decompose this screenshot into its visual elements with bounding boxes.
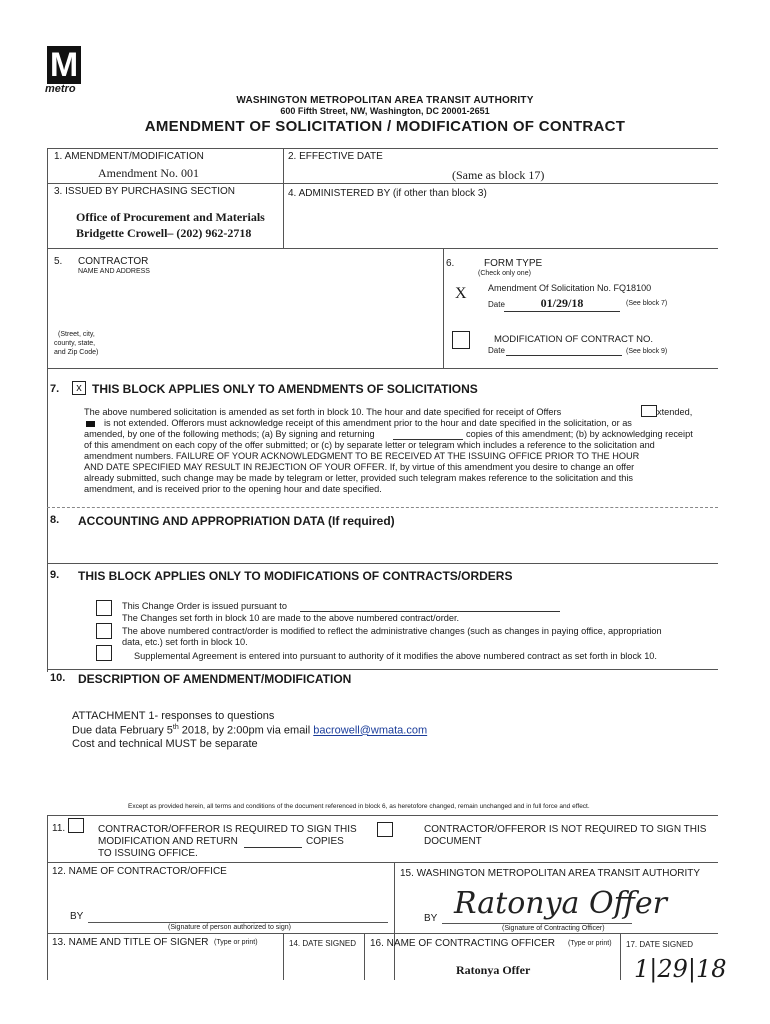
block9-title: THIS BLOCK APPLIES ONLY TO MODIFICATIONS OF CONTRACTS/ORDERS <box>78 569 513 583</box>
block11-num: 11. <box>52 823 66 834</box>
change-order-text: This Change Order is issued pursuant to <box>122 601 287 611</box>
officer-sig-hint: (Signature of Contracting Officer) <box>502 925 605 932</box>
issuing-office: Office of Procurement and Materials <box>76 210 265 224</box>
not-required-checkbox[interactable] <box>377 822 393 837</box>
required-text: TO ISSUING OFFICE. <box>98 848 198 859</box>
block5-num: 5. <box>54 256 63 267</box>
block3-label: 3. ISSUED BY PURCHASING SECTION <box>54 186 235 197</box>
date-signed-value: 1|29|18 <box>634 955 727 983</box>
block7-text: copies of this amendment; (b) by acknowledging receipt <box>466 429 693 439</box>
logo-wordmark: metro <box>45 83 76 95</box>
check-hint: (Check only one) <box>478 270 531 277</box>
due-date-text: 2018, by 2:00pm via email <box>178 724 314 737</box>
due-date-line <box>72 724 427 737</box>
contracting-officer-name: Ratonya Offer <box>456 963 531 977</box>
block7-text: is not extended. Offerors must acknowledge receipt of this amendment prior to the hour and date specified in the solicitation, or as <box>104 418 632 428</box>
block7-text: amendment, and is received prior to the opening hour and date specified. <box>84 484 382 494</box>
extended-checkbox[interactable] <box>641 405 657 417</box>
required-text: CONTRACTOR/OFFEROR IS REQUIRED TO SIGN THIS <box>98 824 357 835</box>
block7-text: xtended, <box>657 407 693 417</box>
contractor-sig-hint: (Signature of person authorized to sign) <box>168 924 291 931</box>
block7-text: The above numbered solicitation is amended as set forth in block 10. The hour and date specified for receipt of Offers <box>84 407 562 417</box>
due-date-sup: th <box>172 724 179 731</box>
admin-changes-text: The above numbered contract/order is modified to reflect the administrative changes (such as changes in paying office, appropriation <box>122 626 662 636</box>
metro-logo-icon: M <box>47 46 81 84</box>
address-hint: and Zip Code) <box>54 349 99 356</box>
supplemental-text: Supplemental Agreement is entered into pursuant to authority of it modifies the above numbered contract as set forth in block 10. <box>134 651 657 661</box>
issuing-contact: Bridgette Crowell– (202) 962-2718 <box>76 226 252 240</box>
block7-text: AND DATE SPECIFIED MAY RESULT IN REJECTION OF YOUR OFFER. If, by virtue of this amendment you desire to change an offer <box>84 462 635 472</box>
block1-label: 1. AMENDMENT/MODIFICATION <box>54 151 204 162</box>
amendment-date: 01/29/18 <box>504 296 620 312</box>
block12-label: 12. NAME OF CONTRACTOR/OFFICE <box>52 866 227 877</box>
not-required-text: DOCUMENT <box>424 836 482 847</box>
required-text: MODIFICATION AND RETURN <box>98 836 238 847</box>
block10-num: 10. <box>50 672 66 684</box>
address-hint: county, state, <box>54 340 96 347</box>
block8-title: ACCOUNTING AND APPROPRIATION DATA (If required) <box>78 514 395 528</box>
block8-num: 8. <box>50 514 60 526</box>
block4-label: 4. ADMINISTERED BY (if other than block 3) <box>288 188 487 199</box>
organization-address: 600 Fifth Street, NW, Washington, DC 20001-2651 <box>280 106 490 116</box>
block13-hint: (Type or print) <box>214 939 258 946</box>
block5-label: CONTRACTOR <box>78 256 149 267</box>
block13-label: 13. NAME AND TITLE OF SIGNER <box>52 937 209 948</box>
attachment-line: ATTACHMENT 1- responses to questions <box>72 710 275 722</box>
organization-name: WASHINGTON METROPOLITAN AREA TRANSIT AUTHORITY <box>236 95 534 106</box>
block16-label: 16. NAME OF CONTRACTING OFFICER <box>370 938 556 949</box>
block10-title: DESCRIPTION OF AMENDMENT/MODIFICATION <box>78 672 352 686</box>
contracting-officer-signature: Ratonya Offer <box>454 886 667 921</box>
not-required-text: CONTRACTOR/OFFEROR IS NOT REQUIRED TO SIGN THIS <box>424 824 707 835</box>
effective-date: (Same as block 17) <box>452 168 545 182</box>
block7-num: 7. <box>50 383 60 395</box>
block15-label: 15. WASHINGTON METROPOLITAN AREA TRANSIT AUTHORITY <box>400 868 701 879</box>
block6-num: 6. <box>446 258 455 269</box>
amendment-solicitation-label: Amendment Of Solicitation No. FQ18100 <box>488 283 652 293</box>
officer-by-label: BY <box>424 913 438 924</box>
address-hint: (Street, city, <box>58 331 95 338</box>
amendment-number: Amendment No. 001 <box>98 166 199 180</box>
terms-footnote: Except as provided herein, all terms and conditions of the document referenced in block 6, as heretofore changed, remain unchanged and in full force and effect. <box>128 803 590 810</box>
pursuant-blank[interactable] <box>300 603 560 612</box>
cost-technical-line: Cost and technical MUST be separate <box>72 738 258 750</box>
block7-title: THIS BLOCK APPLIES ONLY TO AMENDMENTS OF SOLICITATIONS <box>92 382 478 396</box>
required-to-sign-checkbox[interactable] <box>68 818 84 833</box>
required-text: COPIES <box>306 836 344 847</box>
block5-sublabel: NAME AND ADDRESS <box>78 268 150 275</box>
see-block9-hint: (See block 9) <box>626 348 668 355</box>
see-block7-hint: (See block 7) <box>626 300 668 307</box>
block14-label: 14. DATE SIGNED <box>289 939 356 948</box>
block7-text: of this amendment on each copy of the offer submitted; or (c) by separate letter or telegram which includes a reference to the solicitation and <box>84 440 655 450</box>
form-type-amendment-mark[interactable]: X <box>455 285 467 302</box>
supplemental-checkbox[interactable] <box>96 645 112 661</box>
form-title: AMENDMENT OF SOLICITATION / MODIFICATION OF CONTRACT <box>144 118 626 135</box>
block9-num: 9. <box>50 569 60 581</box>
block7-text: already submitted, such change may be made by telegram or letter, provided such telegram makes reference to the solicitation and this <box>84 473 633 483</box>
copies-blank[interactable] <box>393 431 463 440</box>
admin-changes-checkbox[interactable] <box>96 623 112 639</box>
admin-changes-text: data, etc.) set forth in block 10. <box>122 637 248 647</box>
block7-text: amended, by one of the following methods; (a) By signing and returning <box>84 429 375 439</box>
contractor-by-label: BY <box>70 911 84 922</box>
modification-date-field[interactable] <box>506 346 622 356</box>
not-extended-checkbox[interactable] <box>86 421 95 427</box>
due-date-text: Due data February 5 <box>72 724 173 737</box>
block7-text: amendment numbers. FAILURE OF YOUR ACKNOWLEDGMENT TO BE RECEIVED AT THE ISSUING OFFICE PRIOR TO THE HOUR <box>84 451 640 461</box>
block6-label: FORM TYPE <box>484 258 543 269</box>
modification-contract-label: MODIFICATION OF CONTRACT NO. <box>494 334 654 345</box>
form-type-modification-checkbox[interactable] <box>452 331 470 349</box>
modification-date-label: Date <box>488 346 505 355</box>
block17-label: 17. DATE SIGNED <box>626 940 693 949</box>
email-link[interactable]: bacrowell@wmata.com <box>313 724 428 737</box>
changes-text: The Changes set forth in block 10 are made to the above numbered contract/order. <box>122 613 460 623</box>
amendment-date-label: Date <box>488 300 505 309</box>
block2-label: 2. EFFECTIVE DATE <box>288 151 383 162</box>
change-order-checkbox[interactable] <box>96 600 112 616</box>
block16-hint: (Type or print) <box>568 940 612 947</box>
return-copies-blank[interactable] <box>244 838 302 848</box>
block7-checkbox[interactable]: x <box>72 381 86 395</box>
